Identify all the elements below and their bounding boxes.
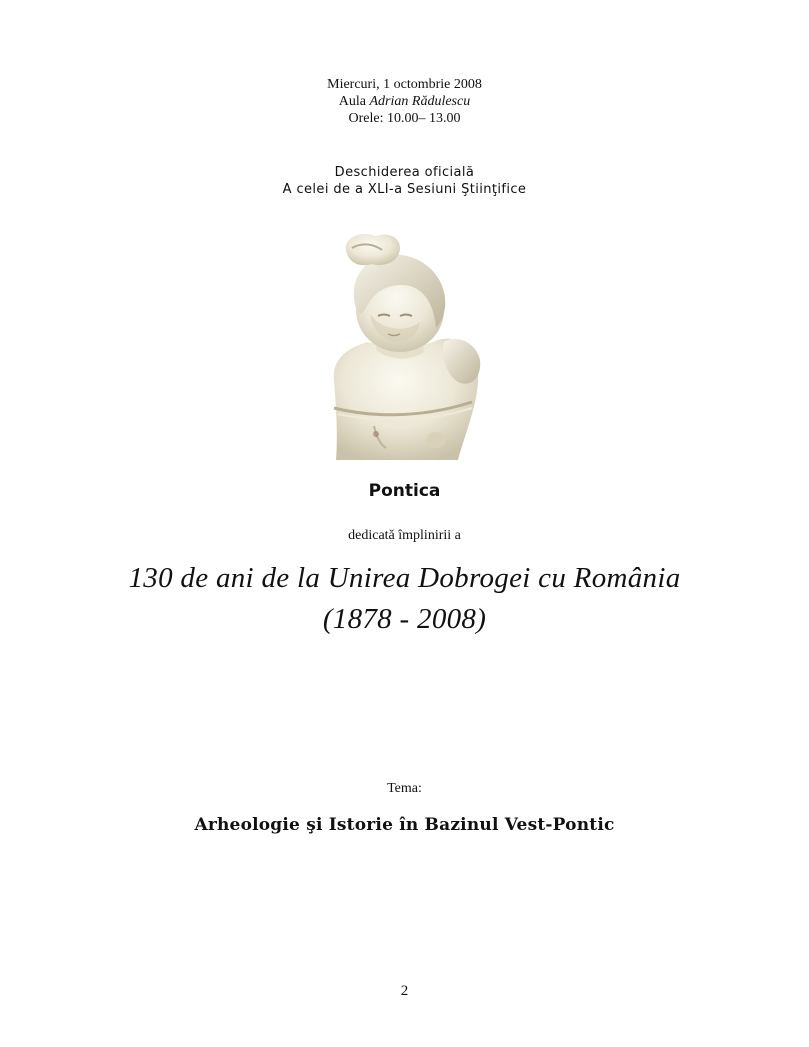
event-hall (0, 93, 809, 110)
hall-name: Adrian Rădulescu (369, 94, 471, 109)
hall-prefix: Aula (338, 94, 370, 109)
pontica-title: Pontica (368, 481, 441, 501)
dedicated-line: dedicată împlinirii a (348, 528, 461, 543)
statue-image (326, 230, 484, 460)
opening-line-2: A celei de a XLI-a Sesiuni Ştiinţifice (282, 182, 527, 197)
main-title-line-1: 130 de ani de la Unirea Dobrogei cu România (128, 562, 681, 594)
marble-bust-icon (326, 230, 484, 460)
event-hours: Orele: 10.00– 13.00 (348, 111, 461, 126)
page-number: 2 (400, 983, 409, 999)
theme-label: Tema: (387, 781, 422, 796)
event-date: Miercuri, 1 octombrie 2008 (327, 77, 482, 92)
theme-title: Arheologie şi Istorie în Bazinul Vest-Pontic (194, 815, 615, 835)
opening-line-1: Deschiderea oficială (334, 165, 475, 180)
main-title-line-2: (1878 - 2008) (322, 603, 487, 635)
